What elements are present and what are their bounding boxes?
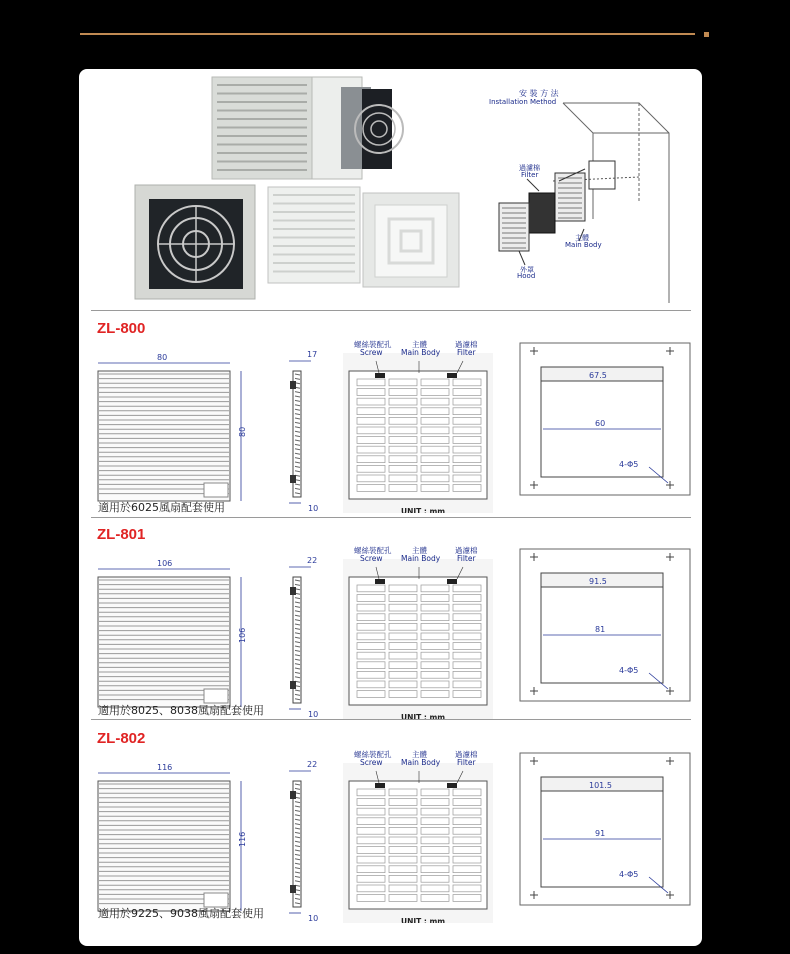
- width-label: 116: [157, 763, 173, 772]
- top-rule-dot: [704, 32, 709, 37]
- main-label-cn: 主體: [412, 750, 427, 759]
- hole-label: 4-Φ5: [619, 666, 639, 675]
- base-label: 10: [308, 914, 319, 923]
- main-label-cn: 主體: [412, 340, 427, 349]
- height-label: 116: [238, 831, 247, 847]
- depth-label: 17: [307, 350, 318, 359]
- model-section-zl801: [79, 519, 702, 719]
- cutout-inner-label: 60: [595, 419, 606, 428]
- cutout-outer-label: 101.5: [589, 781, 612, 790]
- hero-illustration: [79, 69, 702, 309]
- cutout-inner-label: 91: [595, 829, 606, 838]
- unit-label: UNIT : mm: [401, 917, 446, 923]
- model-drawings: [79, 333, 702, 513]
- model-section-zl800: [79, 313, 702, 517]
- model-title: ZL-801: [97, 526, 146, 543]
- top-rule: [80, 33, 695, 35]
- height-label: 106: [238, 627, 247, 643]
- model-title: ZL-802: [97, 730, 146, 747]
- model-title: ZL-800: [97, 320, 146, 337]
- front-view-drawing: [98, 559, 247, 707]
- install-title-cn: 安 裝 方 法: [519, 89, 559, 98]
- hole-label: 4-Φ5: [619, 870, 639, 879]
- unit-label: UNIT : mm: [401, 507, 446, 513]
- product-photo-filter: [268, 187, 459, 287]
- front-view-drawing: [98, 763, 247, 911]
- front-view-drawing: [98, 353, 247, 501]
- cutout-inner-label: 81: [595, 625, 606, 634]
- filter-label-en: Filter: [457, 554, 476, 563]
- cutout-outer-label: 67.5: [589, 371, 607, 380]
- base-label: 10: [308, 504, 319, 513]
- usage-note: 適用於9225、9038風扇配套使用: [98, 907, 264, 920]
- hole-label: 4-Φ5: [619, 460, 639, 469]
- section-divider: [91, 310, 691, 311]
- main-label-en: Main Body: [401, 348, 441, 357]
- width-label: 80: [157, 353, 168, 362]
- model-drawings: [79, 539, 702, 719]
- width-label: 106: [157, 559, 173, 568]
- unit-label: UNIT : mm: [401, 713, 446, 719]
- install-title-en: Installation Method: [489, 98, 557, 106]
- depth-label: 22: [307, 556, 318, 565]
- filter-label-cn: 過濾棉: [455, 750, 478, 759]
- main-label-en: Main Body: [401, 758, 441, 767]
- install-main-cn: 主體: [575, 234, 589, 242]
- side-view-drawing: [289, 350, 318, 513]
- height-label: 80: [238, 426, 247, 437]
- depth-label: 22: [307, 760, 318, 769]
- install-filter-en: Filter: [521, 171, 539, 179]
- cutout-drawing: [520, 549, 690, 701]
- main-label-en: Main Body: [401, 554, 441, 563]
- side-view-drawing: [289, 760, 318, 923]
- usage-note: 適用於8025、8038風扇配套使用: [98, 704, 264, 717]
- screw-label-cn: 螺絲裝配孔: [354, 546, 392, 555]
- filter-label-en: Filter: [457, 348, 476, 357]
- product-photo-fan: [135, 185, 255, 299]
- screw-label-en: Screw: [360, 348, 383, 357]
- install-filter-cn: 過濾棉: [519, 164, 540, 172]
- screw-label-en: Screw: [360, 554, 383, 563]
- base-label: 10: [308, 710, 319, 719]
- filter-label-en: Filter: [457, 758, 476, 767]
- install-main-en: Main Body: [565, 241, 602, 249]
- install-hood-cn: 外罩: [520, 266, 534, 274]
- cutout-outer-label: 91.5: [589, 577, 607, 586]
- model-drawings: [79, 743, 702, 923]
- cutout-drawing: [520, 753, 690, 905]
- side-view-drawing: [289, 556, 318, 719]
- cutout-drawing: [520, 343, 690, 495]
- product-card: [79, 69, 702, 946]
- model-section-zl802: [79, 723, 702, 933]
- assembly-drawing: [343, 339, 493, 513]
- main-label-cn: 主體: [412, 546, 427, 555]
- assembly-drawing: [343, 545, 493, 719]
- screw-label-en: Screw: [360, 758, 383, 767]
- assembly-drawing: [343, 749, 493, 923]
- section-divider: [91, 719, 691, 720]
- filter-label-cn: 過濾棉: [455, 546, 478, 555]
- install-hood-en: Hood: [517, 272, 536, 280]
- screw-label-cn: 螺絲裝配孔: [354, 750, 392, 759]
- filter-label-cn: 過濾棉: [455, 340, 478, 349]
- usage-note: 適用於6025風扇配套使用: [98, 501, 225, 514]
- screw-label-cn: 螺絲裝配孔: [354, 340, 392, 349]
- section-divider: [91, 517, 691, 518]
- product-photo-grille: [212, 77, 403, 179]
